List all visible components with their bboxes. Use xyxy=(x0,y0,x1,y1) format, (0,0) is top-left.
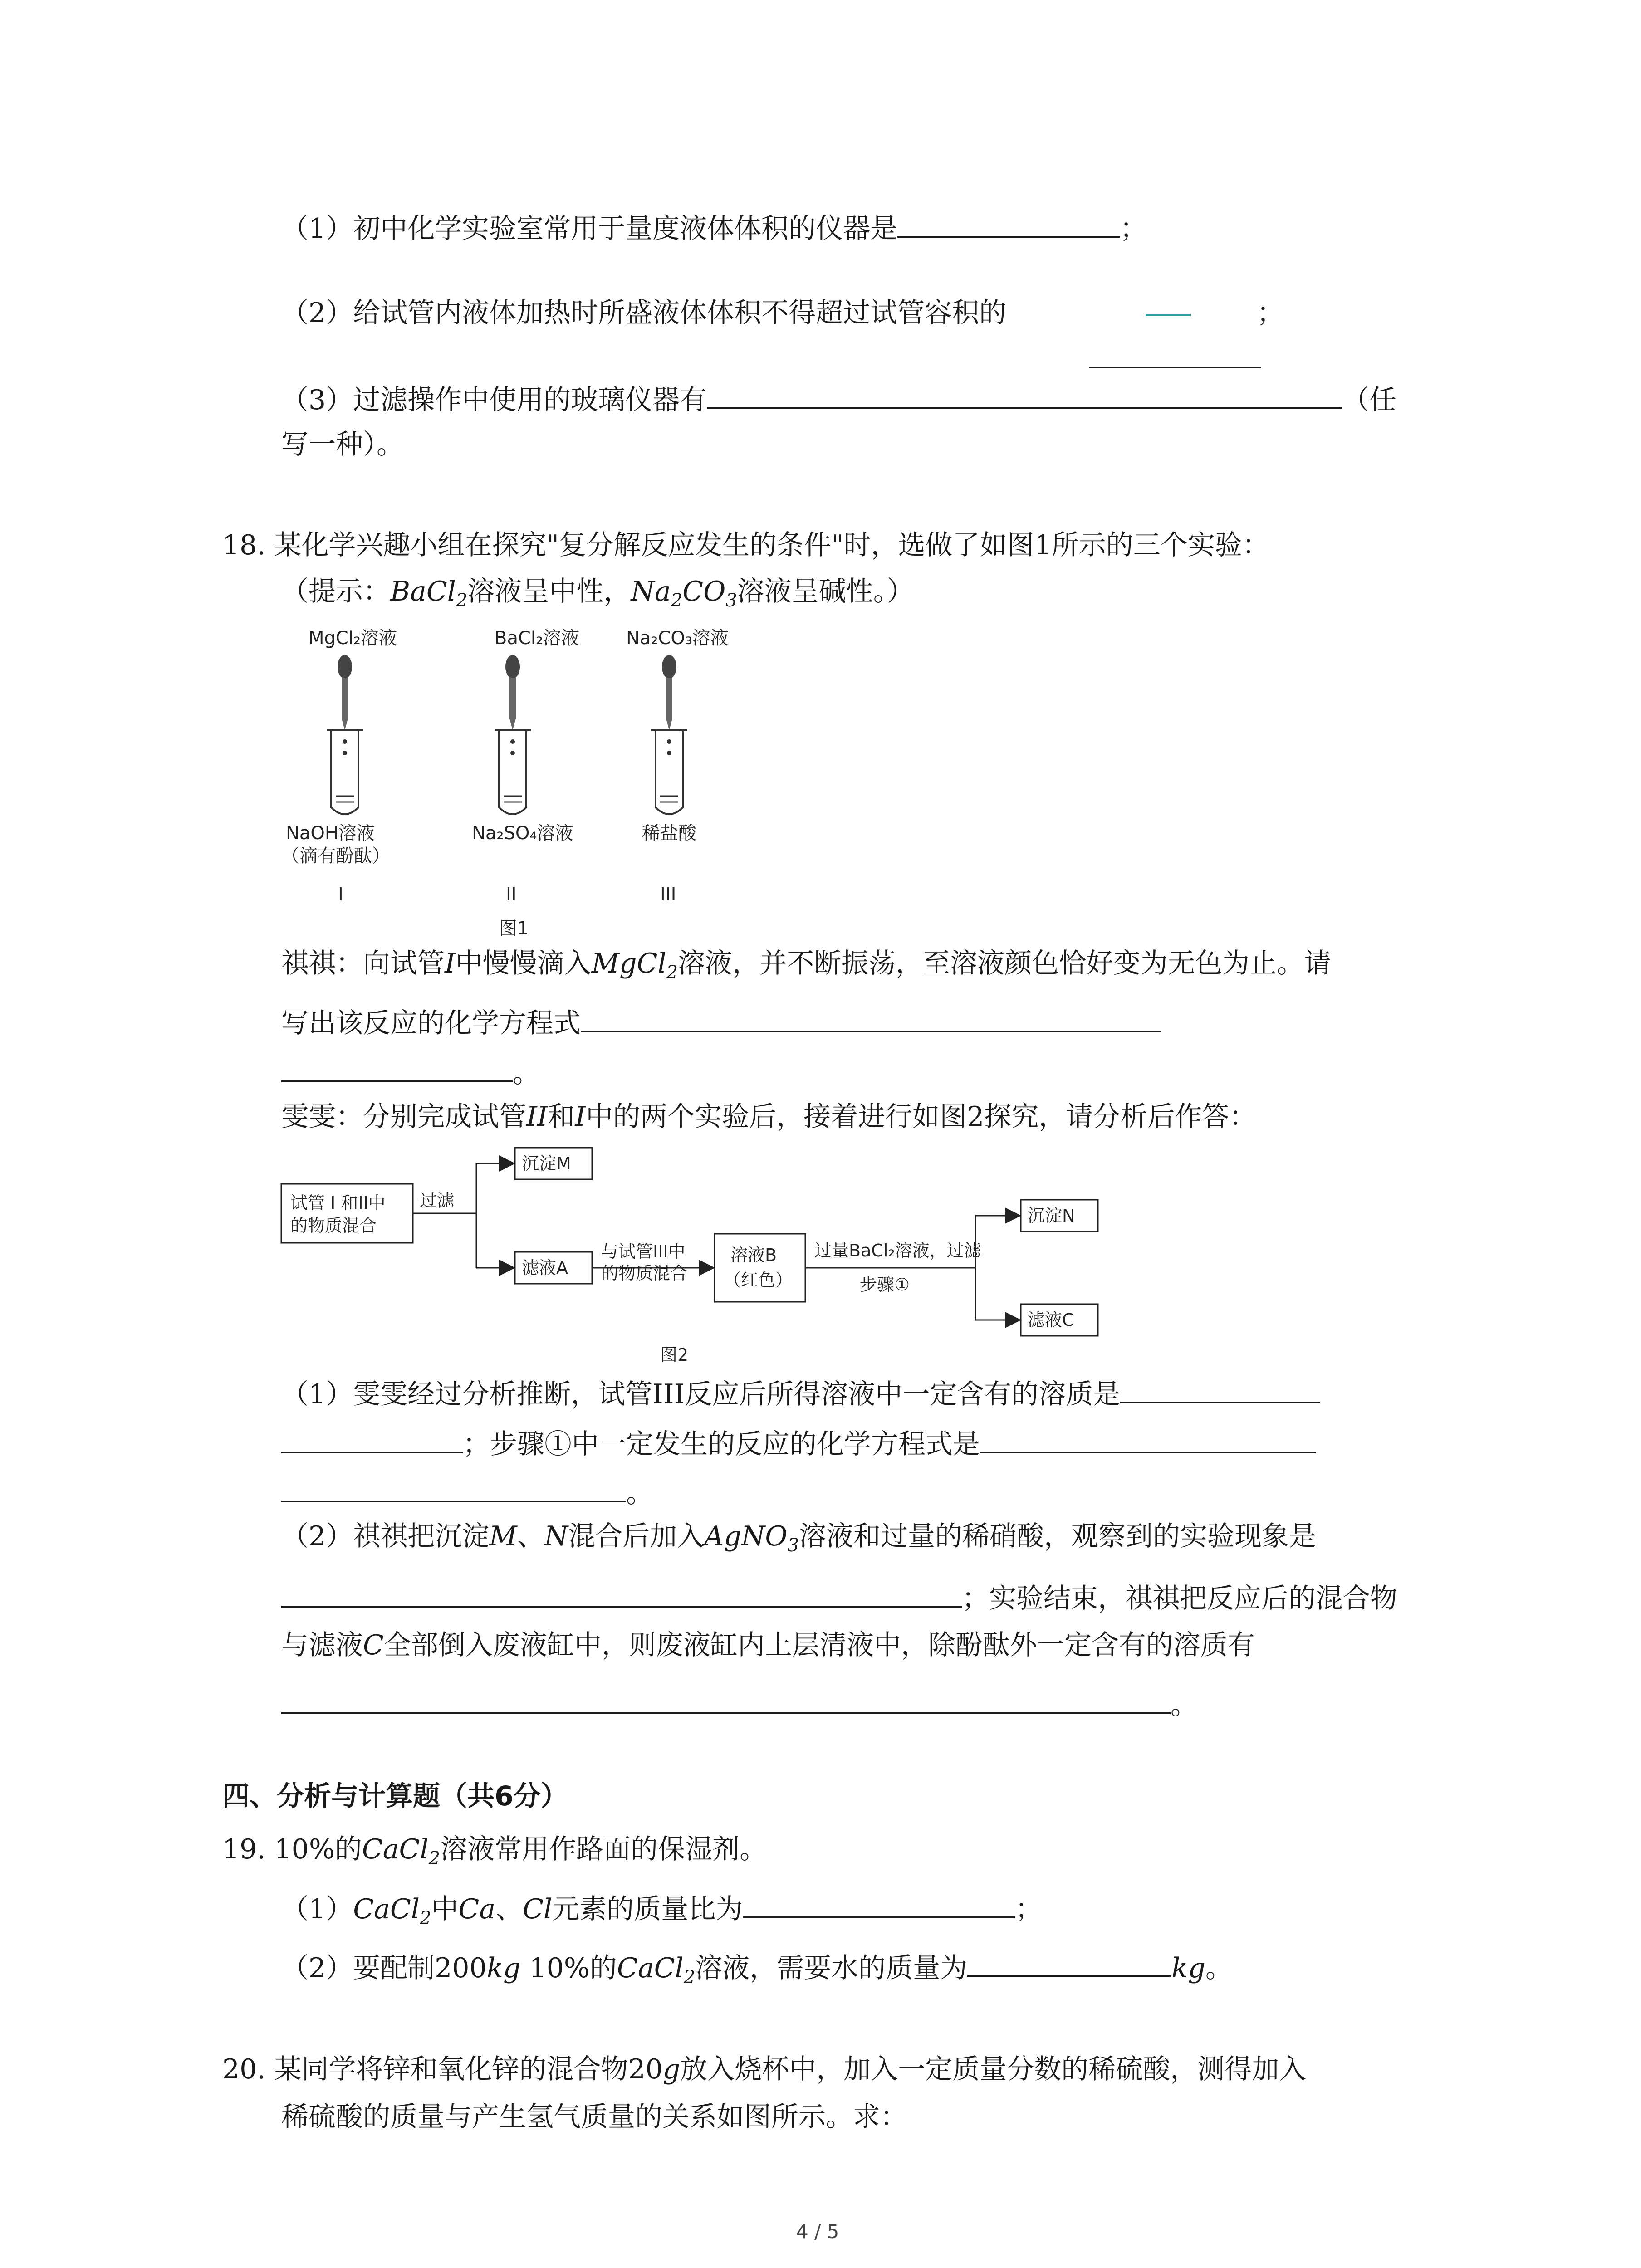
test-tube-1 xyxy=(327,730,363,814)
qiqi-line3: 。 xyxy=(281,1053,540,1092)
q20-line1: 20. 某同学将锌和氧化锌的混合物20g放入烧杯中，加入一定质量分数的稀硫酸，测得加入 xyxy=(222,2053,1307,2085)
figure-1-test-tubes xyxy=(272,621,771,948)
q17-part2: （2）给试管内液体加热时所盛液体体积不得超过试管容积的 xyxy=(281,297,1007,329)
q18-sub1-line3: 。 xyxy=(281,1473,653,1512)
answer-blank[interactable] xyxy=(980,1424,1316,1453)
tube3-number: III xyxy=(660,884,676,905)
tube2-reagent-label: BaCl₂溶液 xyxy=(495,628,580,649)
step1-reagent-label: 过量BaCl₂溶液，过滤 xyxy=(814,1241,981,1261)
q18-sub2-line3: 与滤液C全部倒入废液缸中，则废液缸内上层清液中，除酚酞外一定含有的溶质有 xyxy=(281,1629,1255,1661)
q20-line2: 稀硫酸的质量与产生氢气质量的关系如图所示。求： xyxy=(281,2101,907,2133)
svg-text:（红色）: （红色） xyxy=(724,1270,793,1290)
svg-text:试管 I 和II中: 试管 I 和II中 xyxy=(290,1193,386,1213)
q18-hint: （提示：BaCl$_2$溶液呈中性，$Na_2CO_3$溶液呈碱性。） xyxy=(281,576,914,611)
filtrate-c-box xyxy=(1021,1304,1098,1336)
figure-1-caption: 图1 xyxy=(499,918,529,939)
qiqi-line2: 写出该反应的化学方程式 xyxy=(281,1003,1161,1042)
answer-blank[interactable] xyxy=(1120,1374,1320,1403)
figure-2-flowchart xyxy=(277,1143,1171,1370)
tube1-indicator-label: （滴有酚酞） xyxy=(281,846,390,866)
fraction-numerator-dash xyxy=(1146,314,1191,316)
dropper-1 xyxy=(338,655,352,730)
answer-blank[interactable] xyxy=(281,1579,962,1608)
section-4-heading: 四、分析与计算题（共6分） xyxy=(222,1780,568,1812)
q18-sub1-line1: （1）雯雯经过分析推断，试管III反应后所得溶液中一定含有的溶质是 xyxy=(281,1374,1320,1413)
solution-b-box xyxy=(715,1234,805,1302)
q19-part1: （1）CaCl$_2$中Ca、Cl元素的质量比为 ； xyxy=(281,1889,1042,1937)
svg-text:滤液A: 滤液A xyxy=(522,1258,568,1278)
q17-part3-line2: 写一种）。 xyxy=(281,429,404,460)
q18-sub2-line2: ；实验结束，祺祺把反应后的混合物 xyxy=(281,1579,1397,1618)
q18-sub1-line2: ；步骤①中一定发生的反应的化学方程式是 xyxy=(281,1424,1316,1463)
answer-blank[interactable] xyxy=(707,380,1342,409)
q17-part1: （1）初中化学实验室常用于量度液体体积的仪器是 ； xyxy=(281,209,1147,248)
q18-stem: 18. 某化学兴趣小组在探究"复分解反应发生的条件"时，选做了如图1所示的三个实验： xyxy=(222,529,1269,561)
answer-blank[interactable] xyxy=(281,1424,463,1453)
tube3-solution-label: 稀盐酸 xyxy=(642,823,696,844)
wenwen-line: 雯雯：分别完成试管II和I中的两个实验后，接着进行如图2探究，请分析后作答： xyxy=(281,1101,1257,1133)
test-tube-2 xyxy=(495,730,531,814)
mixture-box xyxy=(281,1184,413,1243)
svg-text:沉淀M: 沉淀M xyxy=(522,1154,571,1173)
answer-blank[interactable] xyxy=(281,1053,513,1082)
dropper-3 xyxy=(662,655,676,730)
figure-2-caption: 图2 xyxy=(660,1345,689,1365)
answer-blank[interactable] xyxy=(897,209,1120,238)
answer-blank[interactable] xyxy=(581,1003,1161,1032)
filtrate-a-box xyxy=(515,1252,592,1284)
tube1-reagent-label: MgCl₂溶液 xyxy=(309,628,397,649)
q19-part2: （2）要配制200kg 10%的CaCl$_2$溶液，需要水的质量为 kg。 xyxy=(281,1948,1233,1996)
q17-part3: （3）过滤操作中使用的玻璃仪器有 （任 xyxy=(281,380,1396,419)
tube2-number: II xyxy=(506,884,517,905)
precipitate-n-box xyxy=(1021,1200,1098,1232)
mix-tube3-label-2: 的物质混合 xyxy=(601,1263,688,1283)
answer-blank[interactable] xyxy=(281,1473,626,1502)
svg-text:滤液C: 滤液C xyxy=(1028,1310,1074,1330)
precipitate-m-box xyxy=(515,1148,592,1179)
q17-part2-end: ； xyxy=(1257,297,1284,329)
tube3-reagent-label: Na₂CO₃溶液 xyxy=(626,628,729,649)
filter-label: 过滤 xyxy=(420,1191,455,1211)
q19-stem: 19. 10%的CaCl$_2$溶液常用作路面的保湿剂。 xyxy=(222,1833,767,1869)
svg-text:的物质混合: 的物质混合 xyxy=(290,1216,377,1236)
tube2-solution-label: Na₂SO₄溶液 xyxy=(472,823,573,844)
svg-text:溶液B: 溶液B xyxy=(730,1245,777,1265)
step1-label: 步骤① xyxy=(860,1275,910,1295)
answer-blank[interactable] xyxy=(743,1889,1015,1918)
mix-tube3-label-1: 与试管III中 xyxy=(601,1242,686,1261)
answer-blank[interactable] xyxy=(281,1685,1171,1714)
qiqi-line1: 祺祺：向试管I中慢慢滴入MgCl$_2$溶液，并不断振荡，至溶液颜色恰好变为无色为止。请 xyxy=(281,948,1332,983)
dropper-2 xyxy=(505,655,520,730)
q18-sub2-line1: （2）祺祺把沉淀M、N混合后加入AgNO$_3$溶液和过量的稀硝酸，观察到的实验现象是 xyxy=(281,1520,1317,1556)
q18-sub2-line4: 。 xyxy=(281,1685,1198,1724)
page-number: 4 / 5 xyxy=(796,2220,839,2243)
tube1-solution-label: NaOH溶液 xyxy=(286,823,375,844)
tube1-number: I xyxy=(338,884,343,905)
svg-text:沉淀N: 沉淀N xyxy=(1028,1206,1075,1226)
test-tube-3 xyxy=(651,730,687,814)
answer-blank[interactable] xyxy=(967,1948,1171,1977)
answer-blank[interactable] xyxy=(1089,367,1261,368)
